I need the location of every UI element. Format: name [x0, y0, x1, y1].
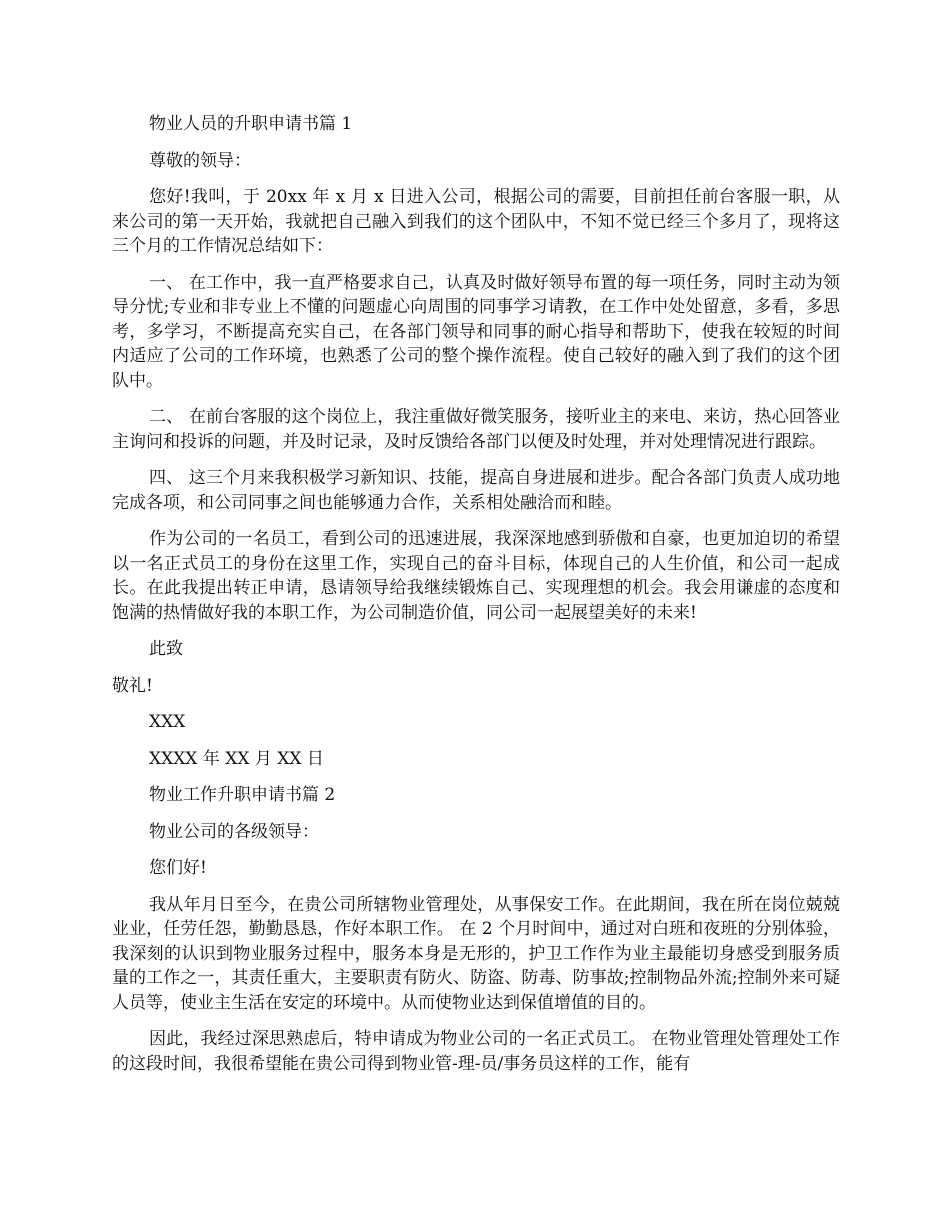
closing-line: 此致: [149, 639, 183, 659]
greeting: 您们好!: [149, 858, 207, 878]
salutation-2: 物业公司的各级领导：: [149, 821, 319, 842]
salutation-1: 尊敬的领导：: [149, 150, 251, 171]
body-paragraph: 二、 在前台客服的这个岗位上，我注重做好微笑服务，接听业主的来电、来访，热心回答业主询问和投诉的问题，并及时记录，及时反馈给各部门以便及时处理，并对处理情况进行跟踪。: [112, 407, 840, 452]
body-paragraph: 您好!我叫，于 20xx 年 x 月 x 日进入公司，根据公司的需要，目前担任前台客服一职，从来公司的第一天开始，我就把自己融入到我们的这个团队中，不知不觉已经三个多月了，现将这三个月的工作情况总结如下：: [112, 187, 840, 256]
document-page: [112, 112, 840, 1076]
body-paragraph: 我从年月日至今，在贵公司所辖物业管理处，从事保安工作。在此期间，我在所在岗位兢兢业业，任劳任怨，勤勤恳恳，作好本职工作。 在 2 个月时间中，通过对白班和夜班的分别体验，我深刻的认识到物业服务过程中，服务本身是无形的，护卫工作作为业主最能切身感受到服务质量的工作之一，其责任重大，主要职责有防火、防盗、防毒、防事故;控制物品外流;控制外来可疑人员等，使业主生活在安定的环境中。从而使物业达到保值增值的目的。: [112, 894, 840, 1013]
section-2-title: 物业工作升职申请书篇 2: [149, 785, 336, 805]
closing-salute: 敬礼!: [112, 675, 153, 696]
signature-date: XXXX 年 XX 月 XX 日: [149, 748, 324, 769]
body-paragraph: 作为公司的一名员工，看到公司的迅速进展，我深深地感到骄傲和自豪，也更加迫切的希望以一名正式员工的身份在这里工作，实现自己的奋斗目标，体现自己的人生价值，和公司一起成长。在此我提出转正申请，恳请领导给我继续锻炼自己、实现理想的机会。我会用谦虚的态度和饱满的热情做好我的本职工作，为公司制造价值，同公司一起展望美好的未来!: [112, 529, 840, 623]
body-paragraph: 四、 这三个月来我积极学习新知识、技能，提高自身进展和进步。配合各部门负责人成功地完成各项，和公司同事之间也能够通力合作，关系相处融洽而和睦。: [112, 468, 840, 513]
body-paragraph: 一、 在工作中，我一直严格要求自己，认真及时做好领导布置的每一项任务，同时主动为领导分忧;专业和非专业上不懂的问题虚心向周围的同事学习请教，在工作中处处留意，多看，多思考，多学习，不断提高充实自己，在各部门领导和同事的耐心指导和帮助下，使我在较短的时间内适应了公司的工作环境，也熟悉了公司的整个操作流程。使自己较好的融入到了我们的这个团队中。: [112, 272, 840, 391]
signature-name: XXX: [149, 712, 186, 732]
body-paragraph: 因此，我经过深思熟虑后，特申请成为物业公司的一名正式员工。 在物业管理处管理处工作的这段时间，我很希望能在贵公司得到物业管-理-员/事务员这样的工作，能有: [112, 1029, 840, 1074]
section-1-title: 物业人员的升职申请书篇 1: [149, 114, 353, 134]
